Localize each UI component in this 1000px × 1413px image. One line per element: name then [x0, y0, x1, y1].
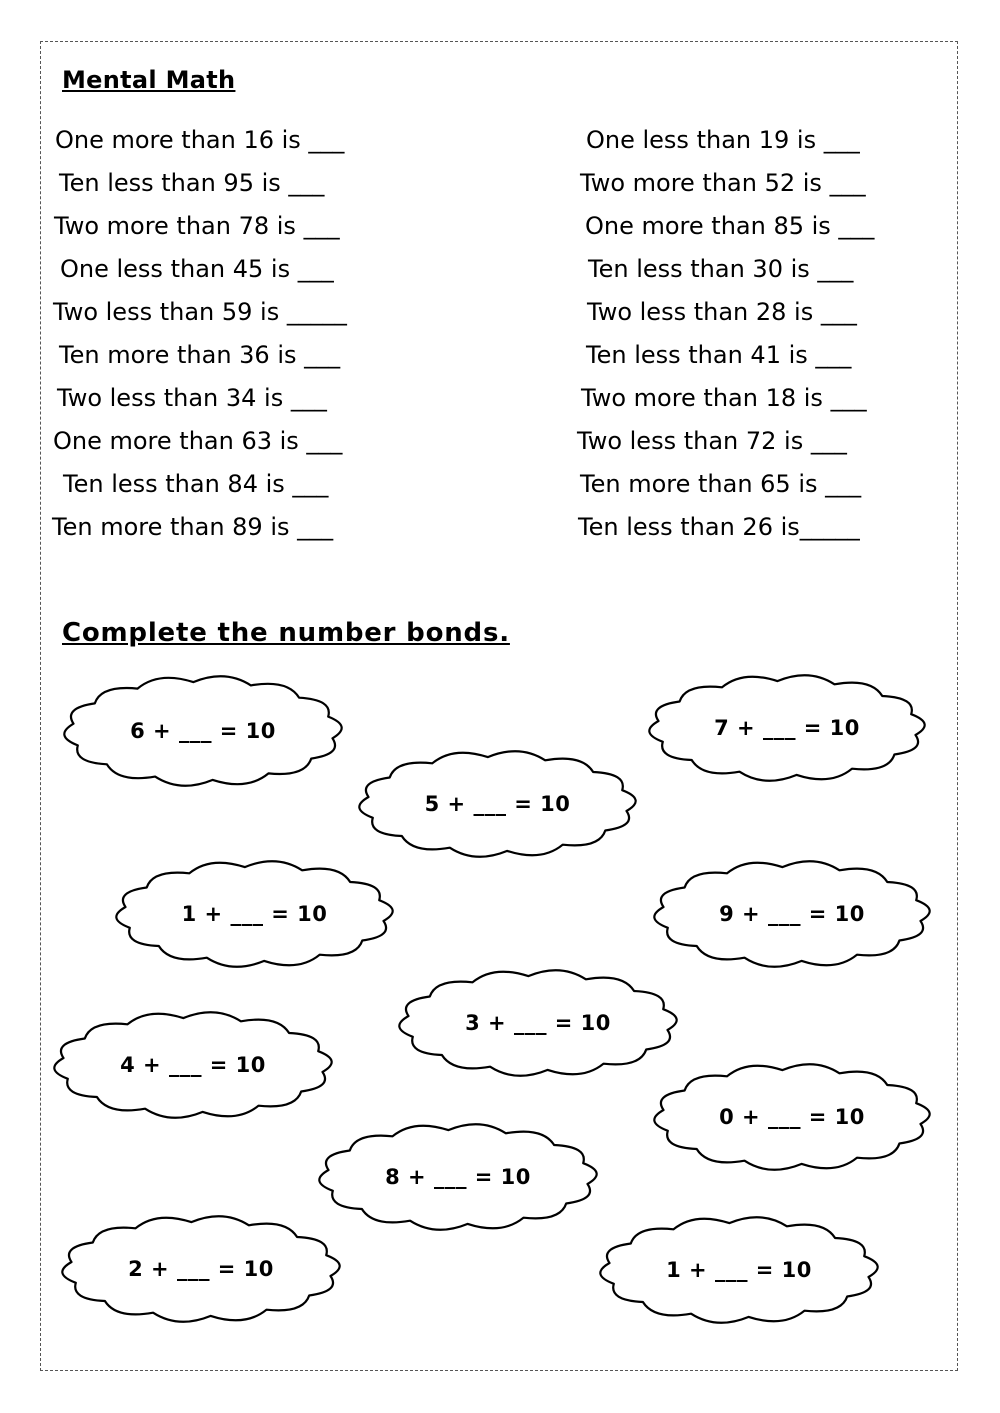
question-left-10: Ten more than 89 is ___: [52, 513, 334, 541]
cloud-bond-9: [315, 1120, 601, 1234]
bond-equation: 6 + ___ = 10: [130, 719, 276, 743]
question-left-5: Two less than 59 is _____: [53, 298, 347, 326]
question-left-6: Ten more than 36 is ___: [59, 341, 341, 369]
question-left-8: One more than 63 is ___: [53, 427, 343, 455]
bond-equation: 7 + ___ = 10: [714, 716, 860, 740]
question-left-4: One less than 45 is ___: [60, 255, 334, 283]
bond-equation: 0 + ___ = 10: [719, 1105, 865, 1129]
question-right-2: Two more than 52 is ___: [580, 169, 866, 197]
bond-equation: 5 + ___ = 10: [424, 792, 571, 816]
cloud-bond-8: [650, 1060, 934, 1174]
cloud-bond-3: [355, 747, 640, 861]
bond-equation: 8 + ___ = 10: [385, 1165, 531, 1189]
cloud-bond-11: [596, 1213, 882, 1327]
bond-equation: 3 + ___ = 10: [465, 1011, 611, 1035]
question-left-3: Two more than 78 is ___: [54, 212, 340, 240]
question-right-6: Ten less than 41 is ___: [586, 341, 852, 369]
cloud-bond-5: [650, 857, 934, 971]
question-left-2: Ten less than 95 is ___: [59, 169, 325, 197]
bond-equation: 1 + ___ = 10: [181, 902, 328, 926]
cloud-bond-4: [112, 857, 397, 971]
number-bonds-title: Complete the number bonds.: [62, 618, 510, 648]
question-right-7: Two more than 18 is ___: [581, 384, 867, 412]
bond-equation: 2 + ___ = 10: [128, 1257, 274, 1281]
cloud-bond-7: [50, 1008, 336, 1122]
bond-equation: 1 + ___ = 10: [666, 1258, 812, 1282]
question-right-1: One less than 19 is ___: [586, 126, 860, 154]
question-right-9: Ten more than 65 is ___: [580, 470, 862, 498]
question-right-8: Two less than 72 is ___: [577, 427, 847, 455]
question-right-10: Ten less than 26 is_____: [578, 513, 860, 541]
cloud-bond-2: [645, 671, 929, 785]
question-right-5: Two less than 28 is ___: [587, 298, 857, 326]
question-right-3: One more than 85 is ___: [585, 212, 875, 240]
cloud-bond-6: [395, 966, 681, 1080]
bond-equation: 4 + ___ = 10: [120, 1053, 266, 1077]
mental-math-title: Mental Math: [62, 66, 236, 94]
cloud-bond-1: [60, 672, 346, 790]
question-left-9: Ten less than 84 is ___: [63, 470, 329, 498]
question-left-1: One more than 16 is ___: [55, 126, 345, 154]
bond-equation: 9 + ___ = 10: [719, 902, 865, 926]
question-left-7: Two less than 34 is ___: [57, 384, 327, 412]
cloud-bond-10: [58, 1212, 344, 1326]
question-right-4: Ten less than 30 is ___: [588, 255, 854, 283]
